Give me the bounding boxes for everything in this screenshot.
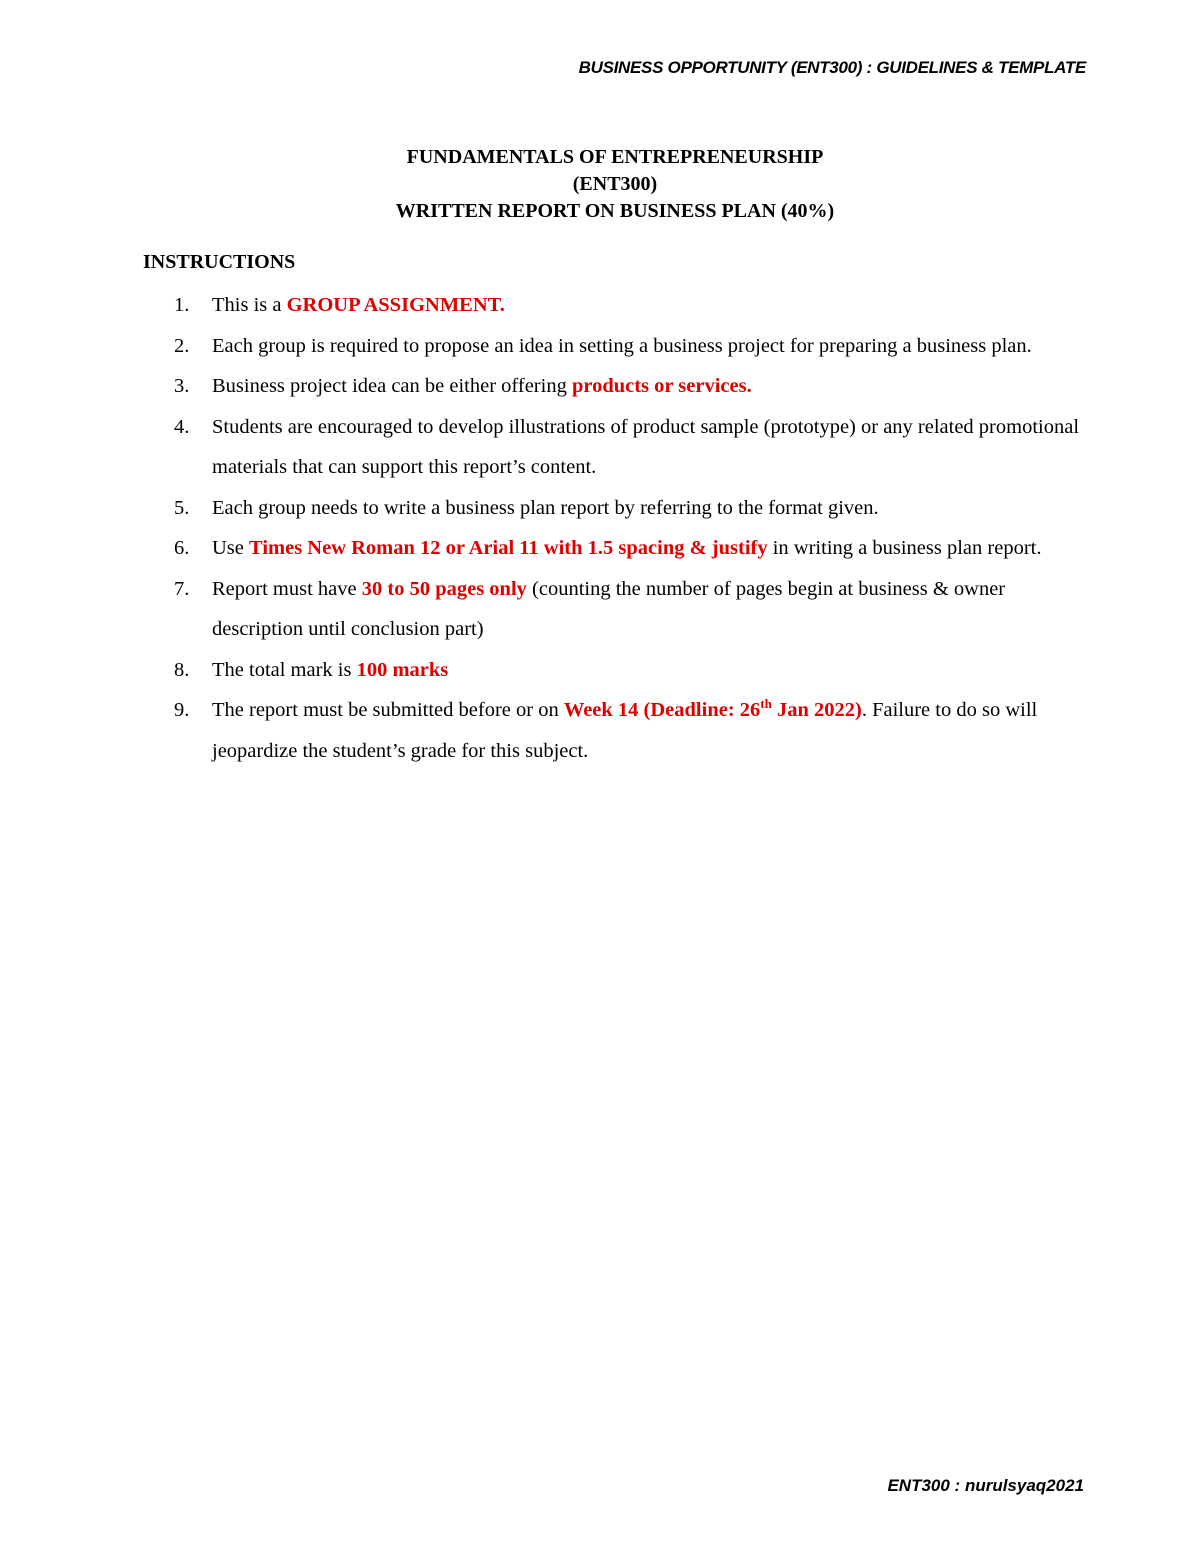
item-text-after: (counting the number of pages begin at business & owner description until conclusion part) xyxy=(212,577,1006,640)
item-text: The report must be submitted before or on xyxy=(212,699,564,721)
instruction-item-4 xyxy=(0,407,1200,488)
running-footer: ENT300 : nurulsyaq2021 xyxy=(887,1476,1084,1495)
item-number: 6. xyxy=(174,537,190,559)
item-highlight: GROUP ASSIGNMENT. xyxy=(286,294,505,316)
running-header: BUSINESS OPPORTUNITY (ENT300) : GUIDELINES & TEMPLATE xyxy=(578,58,1086,77)
item-text: Students are encouraged to develop illustrations of product sample (prototype) or any related promotional materials that can support this report’s content. xyxy=(212,415,1080,478)
item-text: Report must have xyxy=(212,577,362,600)
instructions-heading: INSTRUCTIONS xyxy=(143,251,296,273)
item-highlight: 30 to 50 pages only xyxy=(361,577,527,600)
item-text-after: . Failure to do so will jeopardize the student’s grade for this subject. xyxy=(212,699,1038,762)
instruction-item-1 xyxy=(0,285,1200,326)
instruction-item-6 xyxy=(0,528,1200,569)
instruction-list xyxy=(0,285,1200,771)
item-number: 2. xyxy=(174,334,190,357)
item-number: 3. xyxy=(174,375,190,397)
instruction-item-7 xyxy=(0,569,1200,650)
item-text-after: in writing a business plan report. xyxy=(767,537,1042,559)
instruction-item-2 xyxy=(0,326,1200,367)
item-number: 7. xyxy=(174,577,190,600)
instruction-item-8 xyxy=(0,650,1200,691)
item-text: Business project idea can be either offering xyxy=(212,375,572,397)
item-text: The total mark is xyxy=(212,658,357,681)
instruction-item-9 xyxy=(0,690,1200,771)
instruction-item-5 xyxy=(0,488,1200,529)
item-highlight: 100 marks xyxy=(356,658,449,681)
item-number: 5. xyxy=(174,496,190,519)
title-line-report: WRITTEN REPORT ON BUSINESS PLAN (40%) xyxy=(395,200,835,222)
item-number: 8. xyxy=(174,658,190,681)
item-number: 1. xyxy=(174,294,190,316)
item-text: This is a xyxy=(212,294,287,316)
item-highlight: Times New Roman 12 or Arial 11 with 1.5 spacing & justify xyxy=(249,537,768,559)
item-highlight-continued: Jan 2022) xyxy=(771,699,862,721)
item-text: Each group needs to write a business plan report by referring to the format given. xyxy=(212,496,879,519)
document-title xyxy=(0,144,1200,225)
item-text: Use xyxy=(212,537,250,559)
item-highlight: products or services. xyxy=(571,375,752,397)
item-highlight-superscript: th xyxy=(760,696,772,712)
instruction-item-3 xyxy=(0,366,1200,407)
item-number: 4. xyxy=(174,415,190,438)
item-highlight: Week 14 (Deadline: 26 xyxy=(563,699,761,721)
item-text: Each group is required to propose an idea in setting a business project for preparing a business plan. xyxy=(212,334,1032,357)
title-line-code: (ENT300) xyxy=(572,173,658,195)
item-number: 9. xyxy=(174,699,190,721)
title-line-course: FUNDAMENTALS OF ENTREPRENEURSHIP xyxy=(406,146,824,168)
